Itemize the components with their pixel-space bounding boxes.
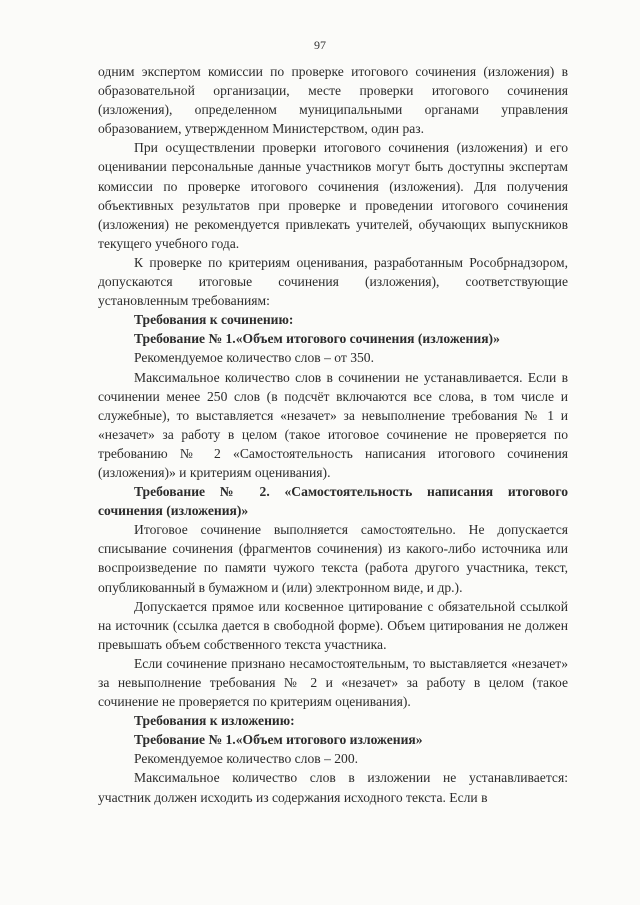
- heading-requirement-1-summary: Требование № 1.«Объем итогового изложения»: [134, 732, 423, 748]
- heading-requirement-2-essay: Требование № 2. «Самостоятельность написания итогового сочинения (изложения)»: [98, 484, 568, 519]
- paragraph-criteria-admission: К проверке по критериям оценивания, разработанным Рособрнадзором, допускаются итоговые сочинения (изложения), соответствующие установленным требованиям:: [98, 254, 568, 309]
- paragraph-citation: Допускается прямое или косвенное цитирование с обязательной ссылкой на источник (ссылка дается в свободной форме). Объем цитирования не должен превышать объем собственного текста участника.: [98, 598, 568, 652]
- paragraph-non-independent: Если сочинение признано несамостоятельным, то выставляется «незачет» за невыполнение требования № 2 и «незачет» за работу в целом (такое сочинение не проверяется по критериям оценивания).: [98, 655, 568, 710]
- paragraph-max-words-summary: Максимальное количество слов в изложении не устанавливается: участник должен исходить из содержания исходного текста. Если в: [98, 770, 568, 805]
- page-body: [98, 62, 568, 807]
- paragraph-max-words-essay: Максимальное количество слов в сочинении не устанавливается. Если в сочинении менее 250 слов (в подсчёт включаются все слова, в том числе и служебные), то выставляется «незачет» за невыполнение требования № 1 и «незачет» за работу в целом (такое итоговое сочинение не проверяется по требованию № 2 «Самостоятельность написания итогового сочинения (изложения)» и критериям оценивания).: [98, 369, 568, 480]
- page-number: 97: [314, 38, 326, 52]
- paragraph-personal-data: При осуществлении проверки итогового сочинения (изложения) и его оценивании персональные данные участников могут быть доступны экспертам комиссии по проверке итогового сочинения (изложения). Для получения объективных результатов при проверке и проведении итогового сочинения (изложения) не рекомендуется привлекать учителей, обучающих выпускников текущего учебного года.: [98, 140, 568, 251]
- heading-essay-requirements: Требования к сочинению:: [134, 312, 294, 328]
- paragraph-independence: Итоговое сочинение выполняется самостоятельно. Не допускается списывание сочинения (фрагментов сочинения) из какого-либо источника или воспроизведение по памяти чужого текста (работа другого участника, текст, опубликованный в бумажном и (или) электронном виде, и др.).: [98, 522, 568, 595]
- heading-requirement-1-essay: Требование № 1.«Объем итогового сочинения (изложения)»: [134, 331, 500, 347]
- heading-summary-requirements: Требования к изложению:: [134, 713, 295, 729]
- paragraph-recommended-words-summary: Рекомендуемое количество слов – 200.: [134, 751, 359, 767]
- paragraph-recommended-words-essay: Рекомендуемое количество слов – от 350.: [134, 350, 375, 366]
- paragraph-intro-continuation: одним экспертом комиссии по проверке итогового сочинения (изложения) в образовательной организации, месте проверки итогового сочинения (изложения), определенном муниципальными органами управления образованием, утвержденном Министерством, один раз.: [98, 64, 568, 137]
